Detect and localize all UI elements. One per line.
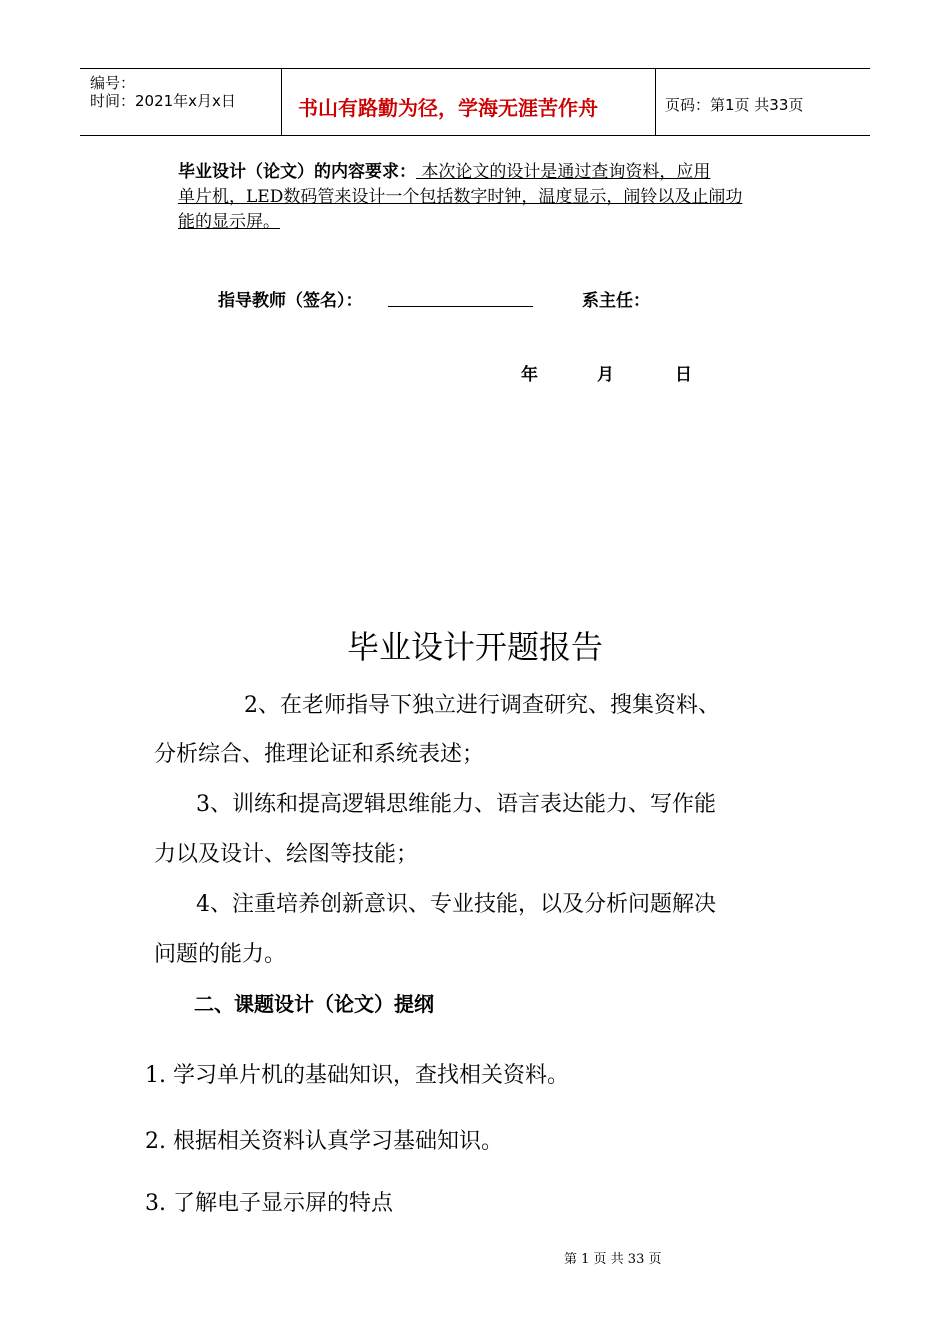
date-day-label: 日 [675, 365, 692, 385]
header-page-info: 页码：第1页 共33页 [665, 96, 804, 114]
section-two-heading: 二、课题设计（论文）提纲 [194, 992, 434, 1016]
document-time-label: 时间：2021年x月x日 [90, 92, 236, 110]
paragraph-3-line-2: 力以及设计、绘图等技能； [154, 842, 419, 867]
advisor-signature-line [388, 306, 533, 307]
outline-item-2: 2. 根据相关资料认真学习基础知识。 [145, 1129, 503, 1154]
header-bottom-rule [80, 135, 870, 136]
date-month-label: 月 [597, 365, 614, 385]
paragraph-2-line-2: 分析综合、推理论证和系统表述； [154, 742, 485, 767]
outline-item-3: 3. 了解电子显示屏的特点 [145, 1191, 393, 1216]
requirements-label: 毕业设计（论文）的内容要求： [178, 162, 416, 182]
paragraph-2-line-1: 2、在老师指导下独立进行调查研究、搜集资料、 [244, 693, 720, 718]
advisor-signature-label: 指导教师（签名）： [218, 291, 363, 311]
outline-item-1: 1. 学习单片机的基础知识，查找相关资料。 [145, 1063, 569, 1088]
paragraph-4-line-1: 4、注重培养创新意识、专业技能，以及分析问题解决 [196, 892, 716, 917]
header-motto: 书山有路勤为径，学海无涯苦作舟 [298, 96, 598, 120]
department-head-label: 系主任： [582, 291, 650, 311]
requirements-text-line-1: 本次论文的设计是通过查询资料，应用 [416, 162, 711, 182]
report-title: 毕业设计开题报告 [346, 628, 603, 666]
header-divider-right [655, 68, 656, 135]
content-requirements [178, 160, 818, 235]
document-number-label: 编号： [90, 74, 136, 92]
paragraph-4-line-2: 问题的能力。 [154, 942, 287, 967]
header-divider-left [281, 68, 282, 135]
date-year-label: 年 [521, 365, 538, 385]
paragraph-3-line-1: 3、训练和提高逻辑思维能力、语言表达能力、写作能 [196, 792, 716, 817]
header-top-rule [80, 68, 870, 69]
requirements-text-line-2: 单片机，LED数码管来设计一个包括数字时钟，温度显示，闹铃以及止闹功 [178, 187, 743, 207]
requirements-text-line-3: 能的显示屏。 [178, 212, 280, 232]
page-footer: 第 1 页 共 33 页 [564, 1252, 662, 1267]
